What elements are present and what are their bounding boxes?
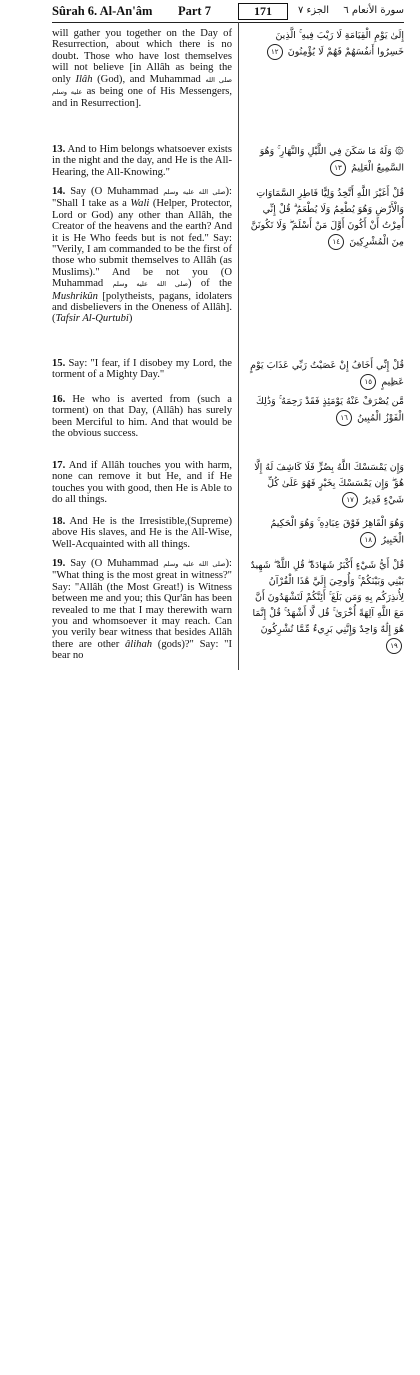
verse-13-translation	[52, 144, 232, 178]
verse-number: 17.	[52, 460, 66, 471]
arabic-text: مَّن يُصْرَفْ عَنْهُ يَوْمَئِذٍ فَقَدْ رَحِمَهُ ۚ وَذَٰلِكَ الْفَوْزُ الْمُبِينُ	[255, 396, 404, 424]
text-segment: Say (O Muhammad	[65, 558, 164, 569]
text-segment: ): "Shall I take as a	[52, 186, 233, 210]
arabic-text: قُلْ إِنِّي أَخَافُ إِنْ عَصَيْتُ رَبِّي عَذَابَ يَوْمٍ عَظِيمٍ	[250, 360, 404, 388]
verse-text: And He is the Irresistible,(Supreme) above His slaves, and He is the All-Wise, Well-Acquainted with all things.	[52, 516, 232, 550]
verse-14-arabic	[246, 186, 404, 251]
verse-text: He who is averted from (such a torment) on that Day, (Allâh) has surely been Merciful to him. And that would be the obvious success.	[52, 394, 232, 440]
surah-title: Sûrah 6. Al-An'âm	[52, 4, 153, 18]
verse-text: And to Him belongs whatsoever exists in the night and the day, and He is the All-Hearing, the All-Knowing."	[52, 144, 232, 178]
verse-number: 19.	[52, 558, 66, 569]
verse-text: And if Allâh touches you with harm, none can remove it but He, and if He touches you with good, then He is Able to do all things.	[52, 460, 232, 506]
ayah-number-marker: ١٦	[336, 410, 352, 426]
surah-title-arabic: سورة الأنعام ٦	[343, 5, 404, 16]
verse-14-translation	[52, 186, 232, 325]
text-segment: )	[128, 313, 133, 325]
arabic-text: قُلْ أَيُّ شَيْءٍ أَكْبَرُ شَهَادَةً ۖ قُلِ اللَّهُ ۖ شَهِيدٌ بَيْنِي وَبَيْنَكُمْ ۚ وَأُوحِيَ إِلَيَّ هَٰذَا الْقُرْآنُ لِأُنذِرَكُم بِهِ وَمَن بَلَغَ ۚ أَئِنَّكُمْ لَتَشْهَدُونَ أَنَّ مَعَ اللَّهِ آلِهَةً أُخْرَىٰ ۚ قُل لَّا أَشْهَدُ ۚ قُلْ إِنَّمَا هُوَ إِلَٰهٌ وَاحِدٌ وَإِنَّنِي بَرِيءٌ مِّمَّا تُشْرِكُونَ	[250, 560, 404, 635]
term-wali: Wali	[130, 198, 150, 210]
text-segment: as being one of His Messengers, and in Resurrection].	[52, 86, 232, 110]
verse-16-arabic	[246, 394, 404, 427]
term-alihah: âlihah	[125, 638, 153, 650]
salawat-glyph: صلى الله عليه وسلم	[112, 280, 188, 289]
verse-16-translation	[52, 394, 232, 440]
verse-15-arabic	[246, 358, 404, 391]
arabic-text: ۞ وَلَهُ مَا سَكَنَ فِي اللَّيْلِ وَالنَّهَارِ ۚ وَهُوَ السَّمِيعُ الْعَلِيمُ	[259, 146, 404, 174]
ayah-number-marker: ١٩	[386, 638, 402, 654]
verse-number: 16.	[52, 394, 66, 405]
verse-13-arabic	[246, 144, 404, 177]
column-divider	[238, 22, 239, 670]
term-ilah: Ilâh	[75, 73, 93, 85]
salawat-glyph: صلى الله عليه وسلم	[163, 188, 226, 196]
text-segment: ) of the	[187, 278, 232, 290]
ayah-number-marker: ١٥	[360, 374, 376, 390]
text-segment: (God), and Muhammad	[92, 73, 206, 85]
page-number: 171	[238, 3, 288, 20]
arabic-text: وَإِن يَمْسَسْكَ اللَّهُ بِضُرٍّ فَلَا كَاشِفَ لَهُ إِلَّا هُوَ ۖ وَإِن يَمْسَسْكَ بِخَيْرٍ فَهُوَ عَلَىٰ كُلِّ شَيْءٍ قَدِيرٌ	[254, 462, 404, 506]
tafsir-reference: Tafsir Al-Qurtubi	[55, 313, 129, 325]
page-header	[52, 4, 404, 20]
text-segment: Say (O Muhammad	[65, 186, 164, 197]
ayah-number-marker: ١٢	[267, 44, 283, 60]
term-mushrikun: Mushrikûn	[52, 290, 98, 302]
header-rule	[52, 22, 404, 23]
arabic-text: قُلْ أَغَيْرَ اللَّهِ أَتَّخِذُ وَلِيًّا فَاطِرِ السَّمَاوَاتِ وَالْأَرْضِ وَهُوَ يُطْعِمُ وَلَا يُطْعَمُ ۗ قُلْ إِنِّي أُمِرْتُ أَنْ أَكُونَ أَوَّلَ مَنْ أَسْلَمَ ۖ وَلَا تَكُونَنَّ مِنَ الْمُشْرِكِينَ	[250, 188, 404, 248]
verse-number: 18.	[52, 516, 66, 527]
ayah-number-marker: ١٨	[360, 532, 376, 548]
verse-19-arabic	[246, 558, 404, 655]
verse-15-translation	[52, 358, 232, 381]
ayah-number-marker: ١٧	[342, 492, 358, 508]
ayah-number-marker: ١٤	[328, 234, 344, 250]
part-label: Part 7	[178, 4, 211, 18]
text-segment: ): "What thing is the most great in witness?" Say: "Allâh (the Most Great!) is Witness between me and you; this Qur'ân has been revealed to me that I may therewith warn you and whomsoever it may reach. Can you verily bear witness that besides Allâh there are other	[52, 558, 233, 650]
verse-number: 15.	[52, 358, 66, 369]
text-segment: (gods)?" Say: "I bear no	[52, 638, 232, 662]
part-label-arabic: الجزء ٧	[298, 5, 330, 16]
verse-18-arabic	[246, 516, 404, 549]
verse-text: Say: "I fear, if I disobey my Lord, the torment of a Mighty Day."	[52, 358, 232, 381]
text-segment: (Helper, Protector, Lord or God) any other than Allâh, the Creator of the heavens and the earth? And it is He Who feeds but is not fed." Say: "Verily, I am commanded to be the first of those who submit themselves to Allâh (as Muslims)." And be not you (O Muhammad	[52, 198, 232, 290]
arabic-text: إِلَىٰ يَوْمِ الْقِيَامَةِ لَا رَيْبَ فِيهِ ۚ الَّذِينَ خَسِرُوا أَنفُسَهُمْ فَهُمْ لَا يُؤْمِنُونَ	[275, 30, 404, 58]
salawat-glyph: صلى الله عليه وسلم	[52, 75, 232, 97]
ayah-number-marker: ١٣	[330, 160, 346, 176]
verse-19-translation	[52, 558, 232, 662]
translation-continuation	[52, 28, 232, 110]
arabic-continuation	[246, 28, 404, 61]
verse-number: 14.	[52, 186, 66, 197]
arabic-text: وَهُوَ الْقَاهِرُ فَوْقَ عِبَادِهِ ۚ وَهُوَ الْحَكِيمُ الْخَبِيرُ	[270, 518, 404, 546]
verse-17-arabic	[246, 460, 404, 509]
text-segment: will gather you together on the Day of Resurrection, about which there is no doubt. Those who have lost themselves will not believe [in Allâh as being the only	[52, 28, 232, 85]
verse-18-translation	[52, 516, 232, 550]
verse-17-translation	[52, 460, 232, 506]
text-segment: [polytheists, pagans, idolaters and disbelievers in the Oneness of Allâh]. (	[52, 290, 232, 325]
verse-number: 13.	[52, 144, 66, 155]
salawat-glyph: صلى الله عليه وسلم	[163, 560, 226, 568]
